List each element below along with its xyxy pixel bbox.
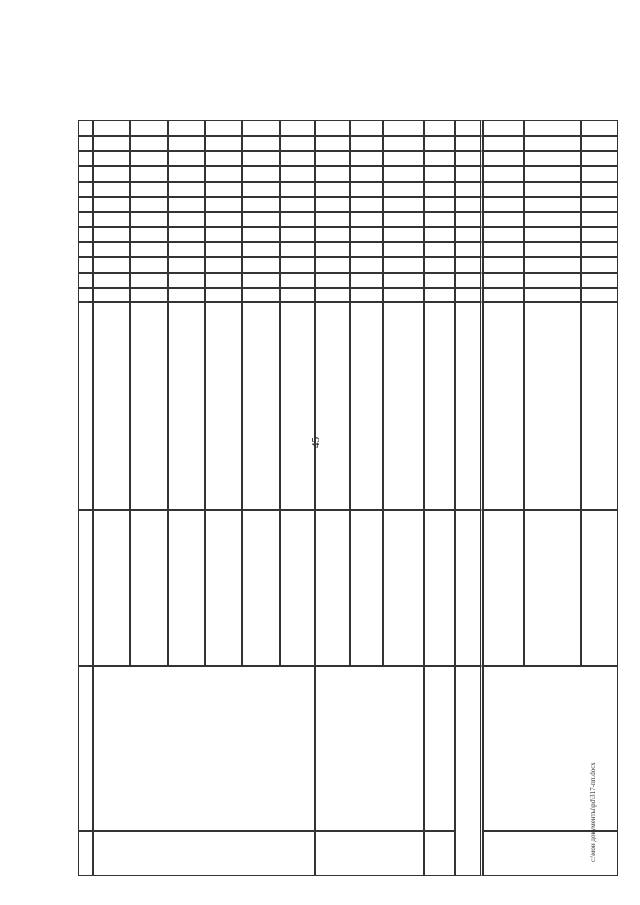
empty-cell [524, 136, 581, 151]
mark-cell-text [584, 291, 615, 299]
mark-cell-text [527, 276, 578, 285]
empty-cell [581, 120, 618, 136]
item-number-3 [483, 831, 618, 876]
mark-cell [280, 151, 315, 166]
extra-empty [315, 302, 350, 510]
item-location-3 [483, 666, 618, 831]
extra-measure-4 [350, 302, 383, 510]
empty-cell [315, 182, 350, 197]
district-cell [455, 510, 483, 666]
empty-cell [93, 182, 130, 197]
empty-cell [483, 227, 524, 242]
header-col-9 [78, 227, 93, 242]
empty-cell [168, 120, 205, 136]
empty-cell [581, 257, 618, 273]
extra-measure-2 [242, 302, 280, 510]
header-col-11-text [81, 200, 90, 209]
empty-cell [205, 120, 242, 136]
empty-cell [168, 182, 205, 197]
mark-cell-text [584, 215, 615, 224]
empty-cell [350, 120, 383, 136]
district-cell [455, 257, 483, 273]
header-col-15 [78, 136, 93, 151]
empty-cell [524, 212, 581, 227]
empty-cell [93, 151, 130, 166]
empty-cell [168, 212, 205, 227]
empty-cell [383, 273, 424, 288]
empty-cell [168, 288, 205, 302]
district-cell [455, 288, 483, 302]
item-location-1 [93, 666, 315, 831]
mark-cell-text [283, 276, 312, 285]
measure-7-text [486, 513, 521, 663]
empty-cell [483, 257, 524, 273]
empty-cell [315, 136, 350, 151]
file-path-footer: c:\мои документы\рd\317-пп.docx [589, 762, 597, 862]
mark-cell-text [208, 276, 239, 285]
district-cell [455, 197, 483, 212]
spacer-cell [424, 242, 455, 257]
empty-cell [280, 257, 315, 273]
empty-cell [524, 242, 581, 257]
header-col-4 [78, 302, 93, 510]
district-cell [455, 227, 483, 242]
empty-cell [383, 242, 424, 257]
empty-cell [524, 288, 581, 302]
mark-cell [350, 151, 383, 166]
empty-cell [350, 242, 383, 257]
spacer-cell [424, 302, 455, 510]
empty-cell [581, 166, 618, 182]
empty-cell [130, 120, 168, 136]
empty-cell [242, 288, 280, 302]
spacer-cell [424, 257, 455, 273]
measure-4-text [283, 513, 312, 663]
mark-cell [280, 136, 315, 151]
extra-measure-1 [168, 302, 205, 510]
district-cell [455, 120, 483, 136]
mark-cell-text [353, 200, 380, 209]
empty-cell [130, 212, 168, 227]
empty-cell [168, 242, 205, 257]
mark-cell-text [245, 276, 277, 285]
district-heading [455, 666, 483, 876]
mark-cell-text [283, 291, 312, 299]
header-col-6 [78, 273, 93, 288]
district-cell [455, 242, 483, 257]
empty-cell [581, 242, 618, 257]
mark-cell [205, 273, 242, 288]
header-col-15-text [81, 139, 90, 148]
header-col-9-text [81, 230, 90, 239]
empty-cell [93, 166, 130, 182]
extra-measure-5 [524, 302, 581, 510]
mark-cell [581, 151, 618, 166]
mark-cell [350, 136, 383, 151]
empty-cell [93, 197, 130, 212]
mark-cell-text [171, 276, 202, 285]
empty-cell [205, 227, 242, 242]
empty-cell [242, 227, 280, 242]
empty-cell [315, 120, 350, 136]
empty-cell [524, 182, 581, 197]
mark-cell [93, 288, 130, 302]
measure-6 [383, 510, 424, 666]
empty-cell [93, 273, 130, 288]
spacer-cell [424, 166, 455, 182]
empty-cell [242, 166, 280, 182]
header-col-13-text [81, 169, 90, 179]
spacer-cell [424, 151, 455, 166]
measure-2 [130, 510, 168, 666]
measure-empty [242, 510, 280, 666]
empty-cell [205, 182, 242, 197]
empty-cell [350, 227, 383, 242]
empty-cell [280, 242, 315, 257]
empty-cell [383, 257, 424, 273]
mark-cell [130, 288, 168, 302]
empty-cell [168, 227, 205, 242]
mark-cell-text [584, 139, 615, 148]
empty-cell [315, 257, 350, 273]
header-col-5 [78, 288, 93, 302]
header-col-7-text [81, 260, 90, 270]
empty-cell [242, 151, 280, 166]
mark-cell [280, 288, 315, 302]
empty-cell [280, 166, 315, 182]
empty-cell [483, 151, 524, 166]
empty-cell [350, 182, 383, 197]
measure-6-text [386, 513, 421, 663]
empty-cell [383, 136, 424, 151]
empty-cell [483, 120, 524, 136]
empty-cell [168, 136, 205, 151]
district-cell [455, 136, 483, 151]
header-col-4-text [81, 305, 90, 507]
header-col-2 [78, 666, 93, 831]
item-number-3-text [486, 834, 615, 873]
empty-cell [315, 273, 350, 288]
empty-cell [581, 227, 618, 242]
mark-cell-text [584, 276, 615, 285]
empty-cell [205, 288, 242, 302]
empty-cell [242, 212, 280, 227]
district-cell [455, 302, 483, 510]
header-col-7 [78, 257, 93, 273]
mark-cell-text [353, 139, 380, 148]
mark-cell-text [353, 276, 380, 285]
mark-cell [524, 273, 581, 288]
mark-cell [315, 288, 350, 302]
mark-cell [350, 288, 383, 302]
measures-table [78, 33, 618, 876]
mark-cell [483, 288, 524, 302]
header-col-3-text [81, 513, 90, 663]
mark-cell-text [353, 291, 380, 299]
spacer-cell [424, 182, 455, 197]
empty-cell [315, 242, 350, 257]
header-col-10 [78, 212, 93, 227]
header-col-8-text [81, 245, 90, 254]
item-number-2 [315, 831, 424, 876]
measure-1 [93, 510, 130, 666]
header-col-3 [78, 510, 93, 666]
measure-empty [168, 510, 205, 666]
measure-empty [581, 510, 618, 666]
district-cell [455, 273, 483, 288]
empty-cell [383, 197, 424, 212]
item-location-2 [315, 666, 424, 831]
empty-cell [130, 136, 168, 151]
header-col-14-text [81, 154, 90, 163]
empty-cell [483, 212, 524, 227]
empty-cell [168, 166, 205, 182]
empty-cell [130, 182, 168, 197]
mark-cell-text [353, 215, 380, 224]
item-location-3-text [486, 669, 615, 828]
extra-empty [383, 302, 424, 510]
empty-cell [383, 120, 424, 136]
empty-cell [130, 257, 168, 273]
extra-measure-6 [581, 302, 618, 510]
item-number-1 [93, 831, 315, 876]
district-cell [455, 151, 483, 166]
spacer-cell [424, 288, 455, 302]
mark-cell [581, 288, 618, 302]
empty-cell [242, 120, 280, 136]
header-col-14 [78, 151, 93, 166]
empty-cell [130, 227, 168, 242]
empty-cell [383, 212, 424, 227]
empty-cell [524, 166, 581, 182]
district-cell [455, 166, 483, 182]
measure-5-text [318, 513, 347, 663]
mark-cell-text [318, 291, 347, 299]
mark-cell [350, 197, 383, 212]
empty-cell [581, 182, 618, 197]
item-number-1-text [96, 834, 312, 873]
empty-cell [168, 257, 205, 273]
district-cell [455, 182, 483, 197]
empty-cell [242, 136, 280, 151]
empty-cell [315, 166, 350, 182]
empty-cell [315, 212, 350, 227]
mark-cell [581, 136, 618, 151]
empty-cell [350, 257, 383, 273]
mark-cell [581, 197, 618, 212]
item-location-2-text [318, 669, 421, 828]
measure-7 [483, 510, 524, 666]
item-location-1-text [96, 669, 312, 828]
header-col-6-text [81, 276, 90, 285]
empty-cell [130, 151, 168, 166]
header-col-16 [78, 120, 93, 136]
empty-cell [524, 151, 581, 166]
empty-cell [483, 273, 524, 288]
mark-cell [350, 273, 383, 288]
empty-cell [315, 151, 350, 166]
empty-cell [130, 273, 168, 288]
mark-cell [280, 273, 315, 288]
header-col-8 [78, 242, 93, 257]
header-col-2-text [81, 669, 90, 828]
empty-cell [205, 257, 242, 273]
empty-cell [242, 182, 280, 197]
mark-cell-text [283, 154, 312, 163]
empty-cell [242, 197, 280, 212]
mark-cell-text [96, 291, 127, 299]
empty-cell [483, 136, 524, 151]
measure-3 [205, 510, 242, 666]
empty-cell [93, 257, 130, 273]
mark-cell [383, 288, 424, 302]
measure-3-text [208, 513, 239, 663]
mark-cell [280, 212, 315, 227]
measure-empty [524, 510, 581, 666]
mark-cell-text [283, 215, 312, 224]
header-col-11 [78, 197, 93, 212]
mark-cell-text [283, 200, 312, 209]
spacer-cell [424, 120, 455, 136]
measure-4 [280, 510, 315, 666]
empty-cell [524, 227, 581, 242]
empty-cell [93, 242, 130, 257]
empty-cell [93, 212, 130, 227]
spacer-loc [424, 666, 455, 831]
empty-cell [350, 166, 383, 182]
empty-cell [93, 136, 130, 151]
empty-cell [483, 166, 524, 182]
empty-cell [130, 242, 168, 257]
page-number: 45 [310, 437, 322, 448]
measure-2-text [133, 513, 165, 663]
empty-cell [130, 197, 168, 212]
empty-cell [383, 151, 424, 166]
empty-cell [205, 136, 242, 151]
empty-cell [383, 166, 424, 182]
empty-cell [383, 182, 424, 197]
empty-cell [93, 120, 130, 136]
empty-cell [242, 242, 280, 257]
header-col-5-text [81, 291, 90, 299]
empty-cell [168, 197, 205, 212]
mark-cell [581, 212, 618, 227]
empty-cell [315, 197, 350, 212]
mark-cell [280, 197, 315, 212]
empty-cell [205, 166, 242, 182]
mark-cell [581, 273, 618, 288]
extra-empty [483, 302, 524, 510]
spacer-cell [424, 227, 455, 242]
spacer-num [424, 831, 455, 876]
mark-cell-text [584, 200, 615, 209]
empty-cell [130, 166, 168, 182]
empty-cell [280, 120, 315, 136]
empty-cell [483, 242, 524, 257]
mark-cell-text [133, 291, 165, 299]
empty-cell [524, 120, 581, 136]
extra-measure-3 [280, 302, 315, 510]
extra-empty [205, 302, 242, 510]
spacer-cell [424, 273, 455, 288]
spacer-cell [424, 510, 455, 666]
empty-cell [524, 257, 581, 273]
header-col-16-text [81, 123, 90, 133]
empty-cell [205, 242, 242, 257]
empty-cell [168, 151, 205, 166]
mark-cell-text [386, 291, 421, 299]
empty-cell [524, 197, 581, 212]
extra-empty [93, 302, 130, 510]
mark-cell [350, 212, 383, 227]
header-col-1-text [81, 834, 90, 873]
mark-cell [168, 273, 205, 288]
district-heading-text [460, 669, 478, 873]
district-cell [455, 212, 483, 227]
spacer-cell [424, 197, 455, 212]
empty-cell [205, 212, 242, 227]
empty-cell [280, 227, 315, 242]
mark-cell-text [283, 139, 312, 148]
spacer-cell [424, 136, 455, 151]
header-col-1 [78, 831, 93, 876]
measure-empty [350, 510, 383, 666]
empty-cell [205, 197, 242, 212]
header-col-12-text [81, 185, 90, 194]
header-col-13 [78, 166, 93, 182]
header-col-12 [78, 182, 93, 197]
mark-cell [242, 273, 280, 288]
item-number-2-text [318, 834, 421, 873]
measure-1-text [96, 513, 127, 663]
mark-cell-text [584, 154, 615, 163]
mark-cell-text [353, 154, 380, 163]
measure-5 [315, 510, 350, 666]
spacer-cell [424, 212, 455, 227]
header-col-10-text [81, 215, 90, 224]
empty-cell [205, 151, 242, 166]
empty-cell [315, 227, 350, 242]
empty-cell [483, 182, 524, 197]
empty-cell [280, 182, 315, 197]
mark-cell-text [486, 291, 521, 299]
empty-cell [242, 257, 280, 273]
empty-cell [483, 197, 524, 212]
empty-cell [383, 227, 424, 242]
extra-empty [130, 302, 168, 510]
empty-cell [93, 227, 130, 242]
